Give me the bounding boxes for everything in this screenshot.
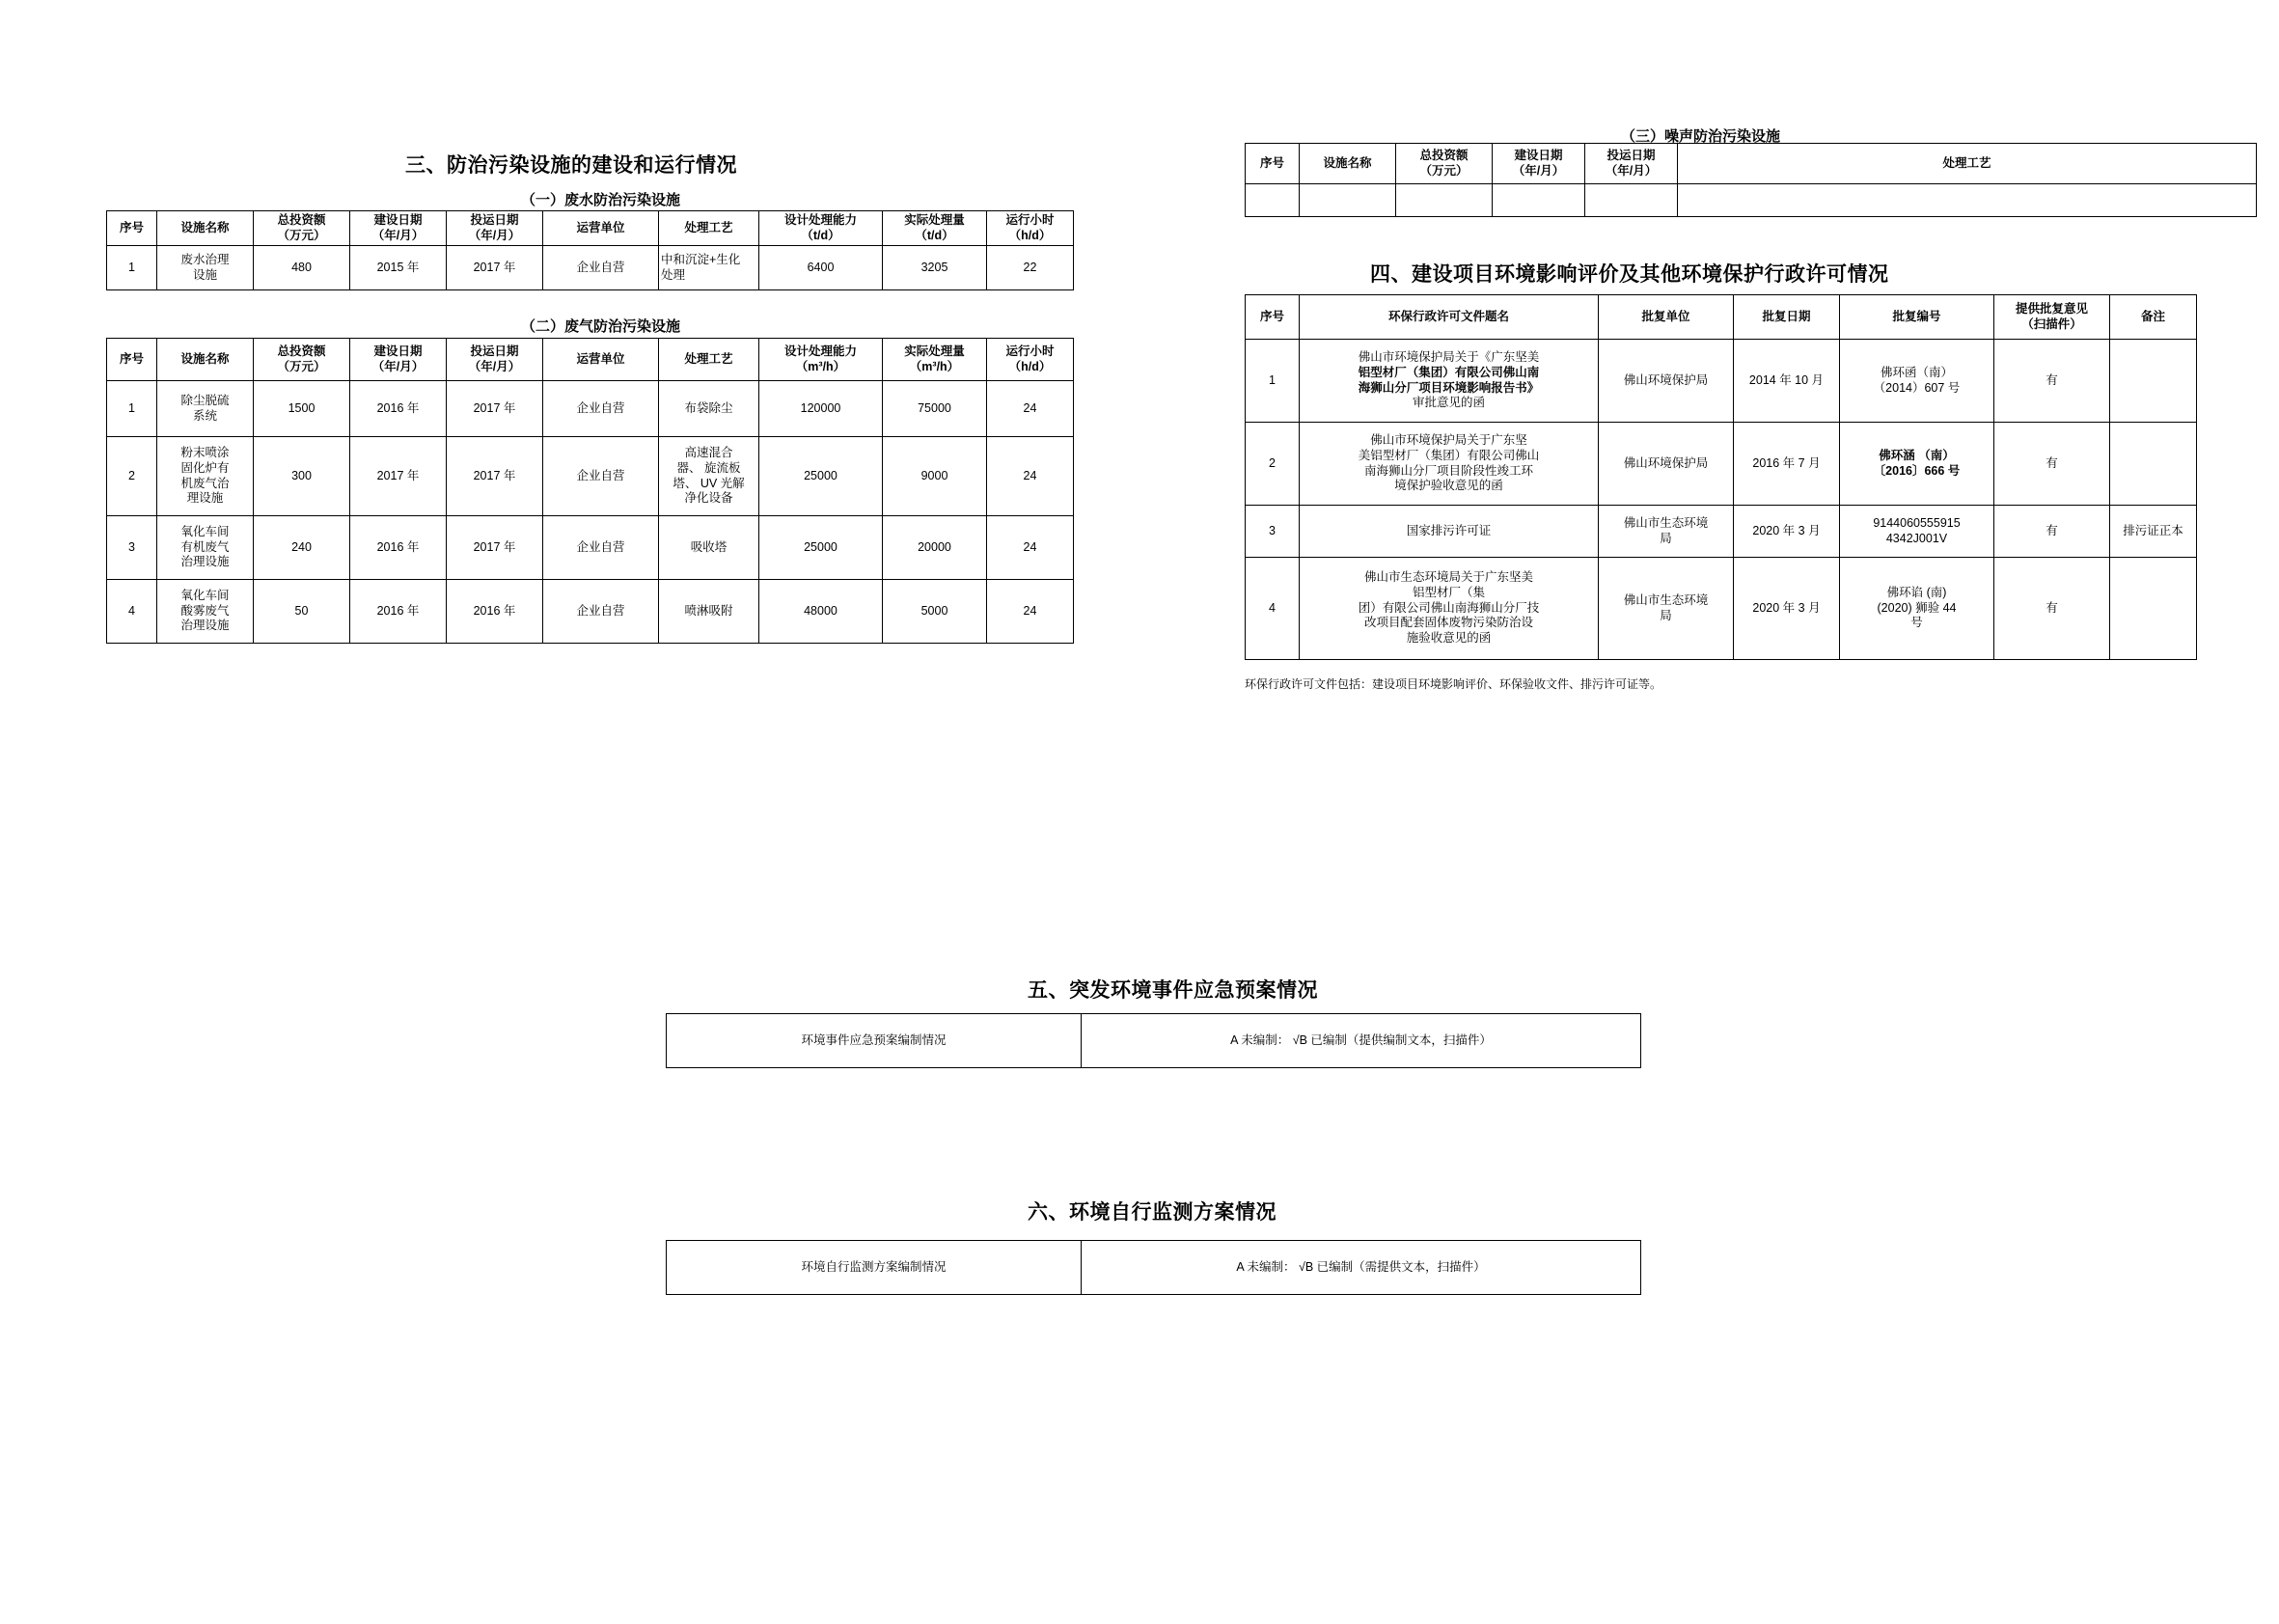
cell-approval-date: 2016 年 7 月 [1734,423,1840,506]
cell-authority: 佛山市生态环境 局 [1599,558,1734,660]
table-row [1246,184,2257,217]
cell-investment: 50 [254,580,350,644]
cell-build-date: 2016 年 [350,381,447,437]
waste-gas-table [106,338,1074,644]
noise-table [1245,143,2257,217]
col-facility-name: 设施名称 [157,211,254,246]
cell-operator: 企业自营 [543,580,659,644]
cell-investment: 480 [254,246,350,290]
cell-document-title: 佛山市生态环境局关于广东坚美 铝型材厂（集 团）有限公司佛山南海狮山分厂技 改项目配套固体废物污染防治设 施验收意见的函 [1300,558,1599,660]
cell-hours: 24 [987,516,1074,580]
self-monitoring-value: A 未编制： √B 已编制（需提供文本，扫描件） [1082,1241,1641,1295]
col-process: 处理工艺 [659,339,759,381]
self-monitoring-table [666,1240,1641,1295]
cell-facility-name: 除尘脱硫 系统 [157,381,254,437]
col-no: 序号 [1246,144,1300,184]
table-header-row [1246,144,2257,184]
table-row [107,437,1074,516]
cell-process [1678,184,2257,217]
col-no: 序号 [107,211,157,246]
permit-note: 环保行政许可文件包括：建设项目环境影响评价、环保验收文件、排污许可证等。 [1245,677,1662,691]
self-monitoring-label: 环境自行监测方案编制情况 [667,1241,1082,1295]
cell-scan-provided: 有 [1994,506,2110,558]
cell-no: 3 [107,516,157,580]
cell-actual-amount: 75000 [883,381,987,437]
cell-scan-provided: 有 [1994,423,2110,506]
col-remark: 备注 [2110,295,2197,340]
cell-investment [1396,184,1493,217]
cell-authority: 佛山环境保护局 [1599,340,1734,423]
cell-remark [2110,340,2197,423]
cell-approval-date: 2020 年 3 月 [1734,558,1840,660]
section-3-3-title: （三）噪声防治污染设施 [1621,128,1781,145]
col-design-capacity: 设计处理能力 （m³/h） [759,339,883,381]
section-4-title: 四、建设项目环境影响评价及其他环境保护行政许可情况 [1370,263,1889,286]
cell-no [1246,184,1300,217]
col-operator: 运营单位 [543,339,659,381]
cell-investment: 1500 [254,381,350,437]
cell-actual-amount: 3205 [883,246,987,290]
table-row [107,246,1074,290]
permit-table [1245,294,2197,660]
cell-run-date: 2016 年 [447,580,543,644]
cell-design-capacity: 120000 [759,381,883,437]
table-row [1246,506,2197,558]
col-investment: 总投资额 （万元） [254,211,350,246]
cell-scan-provided: 有 [1994,558,2110,660]
col-authority: 批复单位 [1599,295,1734,340]
col-build-date: 建设日期 （年/月） [350,211,447,246]
cell-no: 2 [107,437,157,516]
cell-hours: 24 [987,580,1074,644]
table-row [1246,340,2197,423]
cell-authority: 佛山环境保护局 [1599,423,1734,506]
col-design-capacity: 设计处理能力 （t/d） [759,211,883,246]
cell-actual-amount: 9000 [883,437,987,516]
cell-remark: 排污证正本 [2110,506,2197,558]
col-run-date: 投运日期 （年/月） [1585,144,1678,184]
col-facility-name: 设施名称 [157,339,254,381]
cell-process: 布袋除尘 [659,381,759,437]
cell-run-date [1585,184,1678,217]
cell-process: 喷淋吸附 [659,580,759,644]
col-investment: 总投资额 （万元） [1396,144,1493,184]
cell-facility-name: 废水治理 设施 [157,246,254,290]
col-facility-name: 设施名称 [1300,144,1396,184]
section-6-title: 六、环境自行监测方案情况 [1028,1201,1277,1224]
cell-no: 4 [107,580,157,644]
col-approval-date: 批复日期 [1734,295,1840,340]
cell-actual-amount: 5000 [883,580,987,644]
col-no: 序号 [107,339,157,381]
cell-approval-number: 佛环函（南） （2014）607 号 [1840,340,1994,423]
col-document-title: 环保行政许可文件题名 [1300,295,1599,340]
emergency-plan-value: A 未编制： √B 已编制（提供编制文本，扫描件） [1082,1014,1641,1068]
section-3-2-title: （二）废气防治污染设施 [521,318,681,335]
cell-build-date: 2016 年 [350,580,447,644]
table-header-row [1246,295,2197,340]
col-actual-amount: 实际处理量 （t/d） [883,211,987,246]
col-investment: 总投资额 （万元） [254,339,350,381]
cell-no: 3 [1246,506,1300,558]
cell-approval-date: 2014 年 10 月 [1734,340,1840,423]
cell-scan-provided: 有 [1994,340,2110,423]
cell-approval-date: 2020 年 3 月 [1734,506,1840,558]
cell-operator: 企业自营 [543,516,659,580]
cell-design-capacity: 25000 [759,516,883,580]
cell-approval-number: 9144060555915 4342J001V [1840,506,1994,558]
cell-hours: 24 [987,381,1074,437]
cell-document-title: 佛山市环境保护局关于广东坚 美铝型材厂（集团）有限公司佛山 南海狮山分厂项目阶段性竣工环 境保护验收意见的函 [1300,423,1599,506]
cell-remark [2110,423,2197,506]
cell-build-date: 2016 年 [350,516,447,580]
cell-facility-name [1300,184,1396,217]
col-actual-amount: 实际处理量 （m³/h） [883,339,987,381]
cell-actual-amount: 20000 [883,516,987,580]
cell-process: 中和沉淀+生化 处理 [659,246,759,290]
cell-build-date: 2017 年 [350,437,447,516]
table-row [667,1241,1641,1295]
cell-no: 1 [107,381,157,437]
section-3-title: 三、防治污染设施的建设和运行情况 [405,154,737,177]
cell-build-date: 2015 年 [350,246,447,290]
col-process: 处理工艺 [659,211,759,246]
table-header-row [107,211,1074,246]
cell-approval-number: 佛环涵 （南） 〔2016〕666 号 [1840,423,1994,506]
cell-no: 2 [1246,423,1300,506]
cell-run-date: 2017 年 [447,516,543,580]
section-3-1-title: （一）废水防治污染设施 [521,192,681,208]
col-approval-number: 批复编号 [1840,295,1994,340]
cell-operator: 企业自营 [543,437,659,516]
cell-no: 4 [1246,558,1300,660]
cell-hours: 24 [987,437,1074,516]
col-build-date: 建设日期 （年/月） [1493,144,1585,184]
section-5-title: 五、突发环境事件应急预案情况 [1028,979,1318,1002]
cell-run-date: 2017 年 [447,437,543,516]
col-run-date: 投运日期 （年/月） [447,211,543,246]
cell-operator: 企业自营 [543,246,659,290]
cell-no: 1 [107,246,157,290]
emergency-plan-label: 环境事件应急预案编制情况 [667,1014,1082,1068]
cell-no: 1 [1246,340,1300,423]
cell-authority: 佛山市生态环境 局 [1599,506,1734,558]
col-hours: 运行小时 （h/d） [987,211,1074,246]
table-row [1246,558,2197,660]
cell-run-date: 2017 年 [447,381,543,437]
cell-design-capacity: 25000 [759,437,883,516]
table-header-row [107,339,1074,381]
table-row [107,381,1074,437]
cell-process: 吸收塔 [659,516,759,580]
cell-remark [2110,558,2197,660]
cell-document-title: 国家排污许可证 [1300,506,1599,558]
cell-investment: 300 [254,437,350,516]
cell-facility-name: 氧化车间 酸雾废气 治理设施 [157,580,254,644]
cell-design-capacity: 48000 [759,580,883,644]
table-row [107,516,1074,580]
waste-water-table [106,210,1074,290]
table-row [1246,423,2197,506]
cell-process: 高速混合 器、 旋流板 塔、 UV 光解 净化设备 [659,437,759,516]
cell-facility-name: 粉末喷涂 固化炉有 机废气治 理设施 [157,437,254,516]
table-row [107,580,1074,644]
cell-facility-name: 氧化车间 有机废气 治理设施 [157,516,254,580]
cell-investment: 240 [254,516,350,580]
table-row [667,1014,1641,1068]
col-process: 处理工艺 [1678,144,2257,184]
cell-run-date: 2017 年 [447,246,543,290]
cell-build-date [1493,184,1585,217]
col-run-date: 投运日期 （年/月） [447,339,543,381]
col-no: 序号 [1246,295,1300,340]
cell-approval-number: 佛环谄 (南) (2020) 狮验 44 号 [1840,558,1994,660]
cell-operator: 企业自营 [543,381,659,437]
emergency-plan-table [666,1013,1641,1068]
cell-design-capacity: 6400 [759,246,883,290]
cell-hours: 22 [987,246,1074,290]
col-operator: 运营单位 [543,211,659,246]
col-scan-provided: 提供批复意见 （扫描件） [1994,295,2110,340]
col-build-date: 建设日期 （年/月） [350,339,447,381]
col-hours: 运行小时 （h/d） [987,339,1074,381]
cell-document-title: 佛山市环境保护局关于《广东坚美 铝型材厂（集团）有限公司佛山南 海狮山分厂项目环境影响报告书》 审批意见的函 [1300,340,1599,423]
